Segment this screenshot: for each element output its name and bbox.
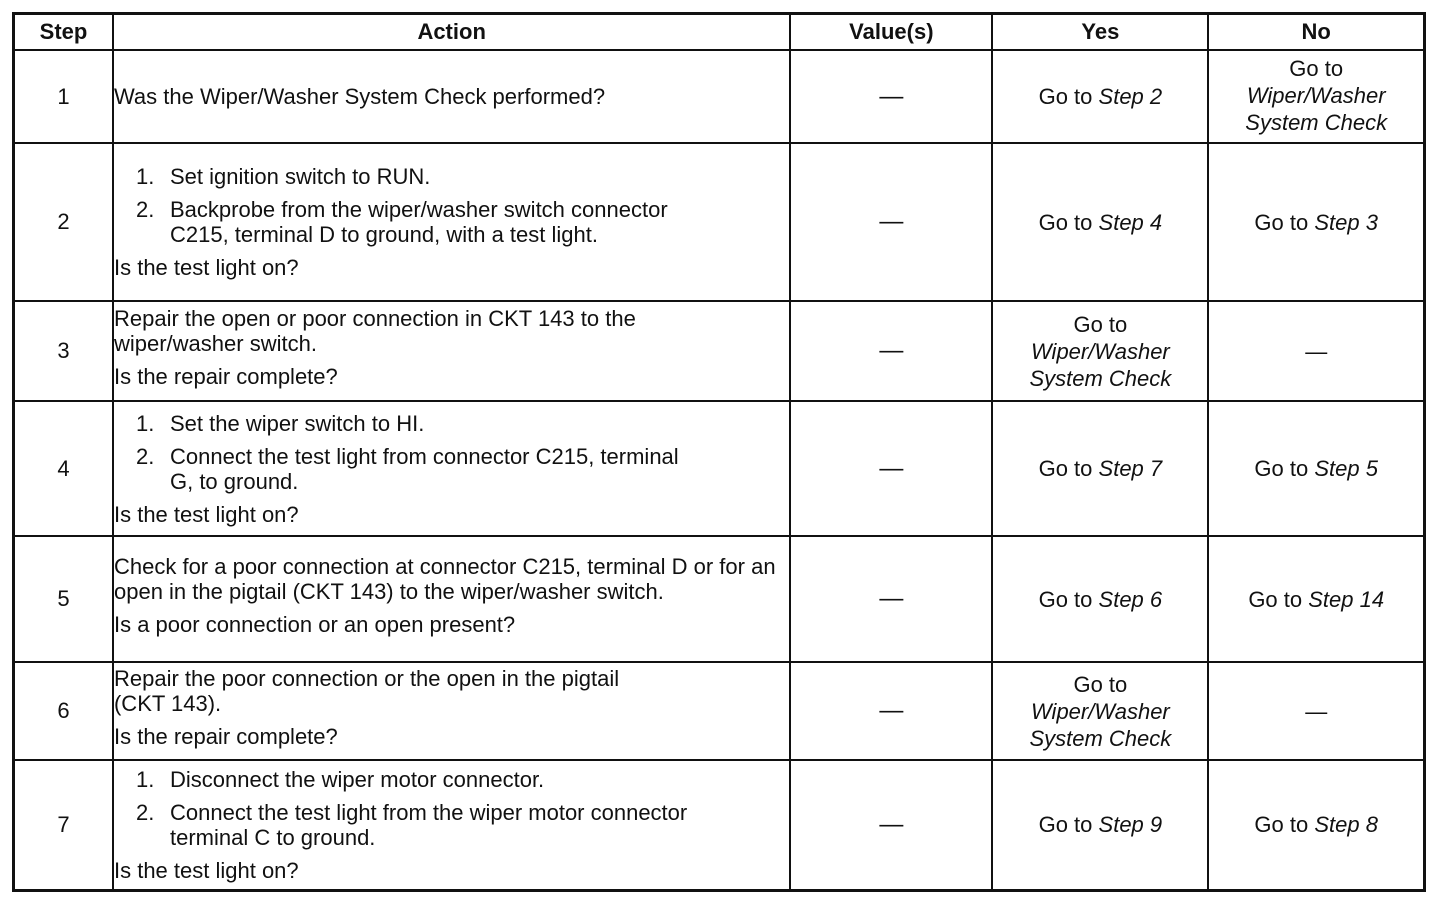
no-cell [1208,50,1424,143]
yes-cell [992,301,1208,401]
instruction-item [136,767,789,792]
action-cell [113,760,790,890]
step-number: 2 [14,143,113,301]
no-prefix: Go to [1254,456,1309,481]
no-prefix: Go to [1248,586,1303,612]
action-cell [113,301,790,401]
header-step: Step [14,14,113,51]
table-row [14,760,1425,890]
no-cell: — [1208,301,1424,401]
step-number: 4 [14,401,113,536]
action-text: Repair the poor connection or the open in the pigtail (CKT 143). [113,665,620,716]
instruction-item [136,164,789,189]
action-question: Is the test light on? [113,501,299,527]
value-cell: — [790,401,992,536]
no-procedure-link: Wiper/Washer System Check [1245,83,1388,135]
no-cell [1208,143,1424,301]
no-cell [1208,760,1424,890]
value-cell: — [790,536,992,662]
no-step-link: Step 14 [1308,586,1385,612]
no-cell [1208,536,1424,662]
action-cell [113,662,790,760]
table-row [14,662,1425,760]
no-step-link: Step 3 [1314,209,1378,235]
yes-cell [992,143,1208,301]
action-cell [113,50,790,143]
instruction-item [136,197,789,247]
action-cell [113,536,790,662]
instruction-number: 1. [135,410,155,436]
instruction-text: Disconnect the wiper motor connector. [169,766,545,792]
table-row [14,301,1425,401]
yes-cell [992,662,1208,760]
yes-procedure-link: Wiper/Washer System Check [1029,338,1172,391]
table-row [14,536,1425,662]
action-question: Is the repair complete? [113,363,338,389]
step-number: 5 [14,536,113,662]
instruction-number: 2. [135,443,155,469]
no-step-link: Step 5 [1314,456,1378,481]
instruction-text: Backprobe from the wiper/washer switch connector C215, terminal D to ground, with a test light. [169,197,668,247]
instruction-text: Set ignition switch to RUN. [169,164,431,189]
yes-prefix: Go to [1038,812,1093,838]
value-cell: — [790,50,992,143]
step-number: 7 [14,760,113,890]
yes-prefix: Go to [1038,84,1093,109]
action-question: Is a poor connection or an open present? [113,611,516,637]
yes-prefix: Go to [1038,209,1093,235]
yes-cell [992,50,1208,143]
no-prefix: Go to [1254,812,1309,838]
instruction-number: 2. [135,197,155,222]
header-yes: Yes [992,14,1208,51]
instruction-number: 2. [135,799,155,825]
action-question: Is the repair complete? [113,723,338,749]
table-header-row [14,14,1425,51]
no-step-link: Step 8 [1314,812,1378,838]
yes-prefix: Go to [1038,586,1093,612]
value-cell: — [790,143,992,301]
instruction-list [114,411,789,502]
header-no: No [1208,14,1424,51]
yes-prefix: Go to [1038,456,1093,481]
instruction-item [136,800,789,850]
yes-prefix: Go to [1073,311,1128,337]
instruction-number: 1. [135,766,155,792]
header-values: Value(s) [790,14,992,51]
yes-cell [992,536,1208,662]
header-action: Action [113,14,790,51]
table-row [14,50,1425,143]
step-number: 3 [14,301,113,401]
action-cell [113,143,790,301]
instruction-number: 1. [135,164,155,189]
yes-cell [992,401,1208,536]
yes-step-link: Step 4 [1098,209,1163,235]
no-prefix: Go to [1254,209,1309,235]
action-question: Was the Wiper/Washer System Check performed? [113,84,606,109]
yes-prefix: Go to [1073,671,1128,697]
action-question: Is the test light on? [113,857,299,883]
diagnostic-table [12,12,1426,892]
yes-step-link: Step 6 [1098,586,1163,612]
action-cell [113,401,790,536]
yes-cell [992,760,1208,890]
instruction-text: Set the wiper switch to HI. [169,410,425,436]
instruction-item [136,444,789,494]
step-number: 6 [14,662,113,760]
value-cell: — [790,760,992,890]
action-question: Is the test light on? [113,255,299,280]
no-cell: — [1208,662,1424,760]
table-row [14,143,1425,301]
value-cell: — [790,662,992,760]
no-cell [1208,401,1424,536]
yes-step-link: Step 9 [1098,812,1163,838]
instruction-item [136,411,789,436]
step-number: 1 [14,50,113,143]
instruction-list [114,767,789,858]
value-cell: — [790,301,992,401]
instruction-text: Connect the test light from connector C215, terminal G, to ground. [169,443,679,494]
yes-step-link: Step 7 [1098,456,1163,481]
table-row [14,401,1425,536]
action-text: Check for a poor connection at connector C215, terminal D or for an open in the pigtail (CKT 143) to the wiper/washer switch. [113,553,776,604]
no-prefix: Go to [1289,56,1344,81]
action-text: Repair the open or poor connection in CKT 143 to the wiper/washer switch. [113,305,636,356]
yes-procedure-link: Wiper/Washer System Check [1029,698,1172,751]
instruction-list [114,164,789,255]
instruction-text: Connect the test light from the wiper motor connector terminal C to ground. [169,799,688,850]
yes-step-link: Step 2 [1098,84,1163,109]
